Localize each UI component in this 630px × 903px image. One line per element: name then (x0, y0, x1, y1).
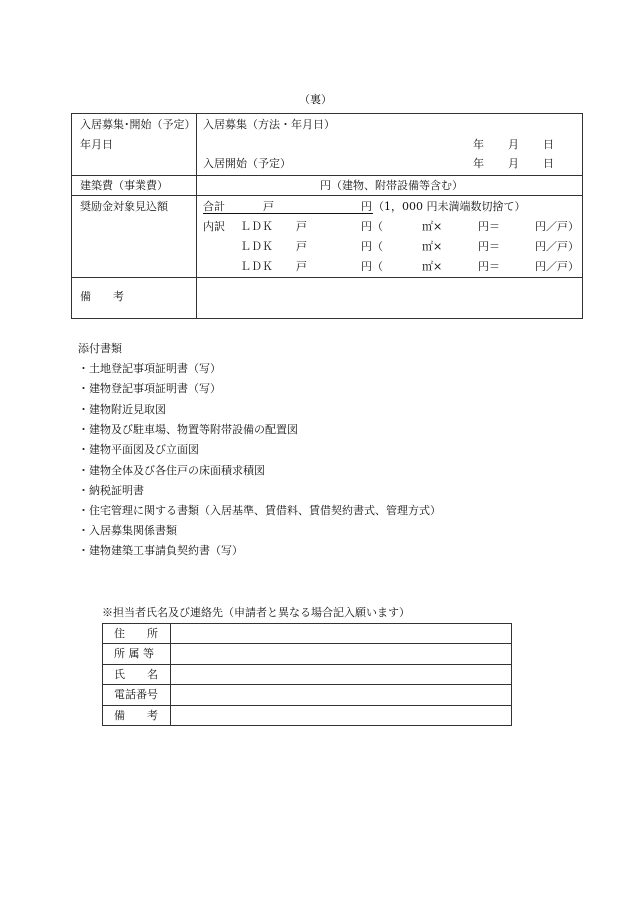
contact-affiliation-label: 所 属 等 (114, 647, 154, 660)
total-unit-ko: 戸 (263, 200, 274, 213)
recruit-start-label-sub: 年月日 (80, 138, 113, 151)
start-year-unit: 年 (473, 157, 484, 170)
contact-note: ※担当者氏名及び連絡先（申請者と異なる場合記入願います） (102, 606, 410, 619)
breakdown-yen: 円（ (361, 220, 383, 233)
remarks-label: 備 考 (80, 290, 124, 303)
page-heading: （裏） (299, 93, 332, 106)
contact-phone-field[interactable] (171, 685, 511, 705)
total-unit-yen: 円 (361, 200, 372, 213)
subsidy-estimate-label: 奨励金対象見込額 (80, 200, 168, 213)
construction-cost-value: 円（建物、附帯設備等含む） (320, 179, 463, 192)
total-label: 合計 (203, 200, 225, 213)
attachment-item: ・建物登記事項証明書（写） (78, 382, 221, 395)
start-month-unit: 月 (508, 157, 519, 170)
start-date-label: 入居開始（予定） (203, 157, 291, 170)
breakdown-area: ㎡× (422, 220, 443, 233)
start-day-unit: 日 (543, 157, 554, 170)
contact-name-field[interactable] (171, 665, 511, 684)
attachment-item: ・住宅管理に関する書類（入居基準、賃借料、賃借契約書式、管理方式） (78, 504, 441, 517)
recruit-method-label: 入居募集（方法・年月日） (203, 118, 335, 131)
attachment-item: ・納税証明書 (78, 484, 144, 497)
breakdown-eq: 円＝ (478, 220, 500, 233)
attachment-item: ・建物附近見取図 (78, 403, 166, 416)
attachment-item: ・入居募集関係書類 (78, 524, 177, 537)
recruit-start-label: 入居募集･開始（予定） (80, 118, 196, 131)
breakdown-per: 円／戸） (535, 240, 579, 253)
breakdown-ko: 戸 (296, 240, 307, 253)
breakdown-per: 円／戸） (535, 220, 579, 233)
main-table-divider (71, 195, 583, 196)
breakdown-area: ㎡× (422, 260, 443, 273)
breakdown-yen: 円（ (361, 260, 383, 273)
breakdown-per: 円／戸） (535, 260, 579, 273)
contact-address-label: 住 所 (114, 627, 158, 640)
main-table-border-top (71, 113, 583, 114)
contact-table-border-left (102, 623, 103, 726)
total-note: （1，000 円未満端数切捨て） (373, 200, 526, 213)
breakdown-type: ＬＤＫ (240, 260, 273, 273)
contact-phone-label: 電話番号 (114, 688, 158, 701)
contact-table-border-right (511, 623, 512, 726)
attachment-item: ・建物平面図及び立面図 (78, 443, 199, 456)
recruit-day-unit: 日 (543, 138, 554, 151)
total-underline (203, 213, 373, 214)
main-table-border-right (582, 113, 583, 319)
contact-remarks-field[interactable] (171, 706, 511, 725)
main-table-border-bottom (71, 318, 583, 319)
breakdown-area: ㎡× (422, 240, 443, 253)
recruit-month-unit: 月 (508, 138, 519, 151)
contact-remarks-label: 備 考 (114, 709, 158, 722)
attachment-item: ・建物及び駐車場、物置等附帯設備の配置図 (78, 423, 298, 436)
main-table-divider (71, 175, 583, 176)
main-table-border-left (71, 113, 72, 319)
contact-affiliation-field[interactable] (171, 644, 511, 664)
attachment-item: ・土地登記事項証明書（写） (78, 362, 221, 375)
breakdown-eq: 円＝ (478, 260, 500, 273)
attachment-item: ・建物全体及び各住戸の床面積求積図 (78, 464, 265, 477)
contact-name-label: 氏 名 (114, 668, 158, 681)
attachments-title: 添付書類 (78, 342, 122, 355)
contact-table-border-bottom (102, 725, 512, 726)
remarks-field[interactable] (197, 278, 582, 318)
attachment-item: ・建物建築工事請負契約書（写） (78, 544, 243, 557)
breakdown-type: ＬＤＫ (240, 220, 273, 233)
breakdown-ko: 戸 (296, 220, 307, 233)
breakdown-yen: 円（ (361, 240, 383, 253)
breakdown-ko: 戸 (296, 260, 307, 273)
breakdown-eq: 円＝ (478, 240, 500, 253)
construction-cost-label: 建築費（事業費） (80, 179, 168, 192)
breakdown-label: 内訳 (203, 220, 225, 233)
recruit-year-unit: 年 (473, 138, 484, 151)
contact-address-field[interactable] (171, 624, 511, 643)
breakdown-type: ＬＤＫ (240, 240, 273, 253)
